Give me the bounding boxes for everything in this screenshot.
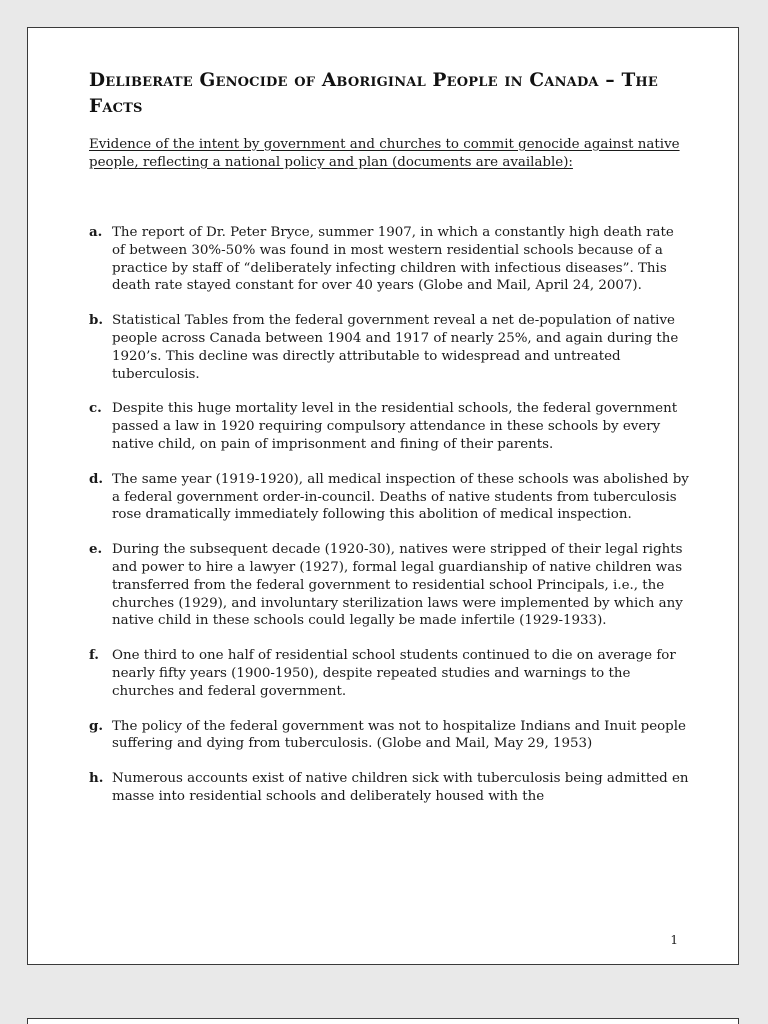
- list-item-marker: b.: [89, 312, 104, 329]
- list-item: [89, 224, 689, 295]
- list-item-marker: a.: [89, 224, 103, 240]
- list-item-text: During the subsequent decade (1920-30), natives were stripped of their legal rights and power to hire a lawyer (1927), formal legal guardianship of native children was transferred from the federal government to residential school Principals, i.e., the churches (1929), and involuntary sterilization laws were implemented by which any native child in these schools could legally be made infertile (1929-1933).: [112, 542, 683, 629]
- page-number: 1: [670, 933, 678, 947]
- list-item-text: Despite this huge mortality level in the residential schools, the federal government passed a law in 1920 requiring compulsory attendance in these schools by every native child, on pain of imprisonment and fining of their parents.: [112, 401, 678, 452]
- list-item-text: Statistical Tables from the federal government reveal a net de-population of native people across Canada between 1904 and 1917 of nearly 25%, and again during the 1920’s. This decline was directly attributable to widespread and untreated tuberculosis.: [112, 313, 679, 382]
- list-item-text: The report of Dr. Peter Bryce, summer 1907, in which a constantly high death rate of between 30%-50% was found in most western residential schools because of a practice by staff of “deliberately infecting children with infectious diseases”. This death rate stayed constant for over 40 years (Globe and Mail, April 24, 2007).: [112, 225, 674, 294]
- list-item-text: The same year (1919-1920), all medical inspection of these schools was abolished by a federal government order-in-council. Deaths of native students from tuberculosis rose dramatically immediately following this abolition of medical inspection.: [112, 471, 689, 523]
- list-item: [89, 718, 689, 754]
- list-item-marker: g.: [89, 717, 104, 734]
- list-item: [89, 400, 689, 453]
- list-item: [89, 471, 689, 524]
- list-item-text: The policy of the federal government was not to hospitalize Indians and Inuit people suffering and dying from tuberculosis. (Globe and Mail, May 29, 1953): [112, 718, 686, 752]
- list-item-marker: h.: [89, 770, 104, 787]
- list-item: [89, 541, 689, 630]
- list-item: [89, 312, 689, 383]
- list-item-marker: e.: [89, 541, 103, 558]
- list-item-marker: f.: [89, 647, 99, 664]
- next-page-edge: [27, 1018, 739, 1024]
- list-item-text: Numerous accounts exist of native children sick with tuberculosis being admitted en masse into residential schools and deliberately housed with the: [112, 771, 689, 804]
- list-item-marker: c.: [89, 400, 102, 417]
- document-page: [27, 27, 739, 965]
- document-subtitle: Evidence of the intent by government and churches to commit genocide against native people, reflecting a national policy and plan (documents are available):: [89, 137, 680, 170]
- document-title: Deliberate Genocide of Aboriginal People in Canada – The Facts: [89, 70, 659, 117]
- evidence-list: [89, 224, 689, 823]
- list-item-marker: d.: [89, 470, 104, 487]
- list-item-text: One third to one half of residential school students continued to die on average for nearly fifty years (1900-1950), despite repeated studies and warnings to the churches and federal government.: [112, 648, 676, 699]
- list-item: [89, 770, 689, 806]
- list-item: [89, 647, 689, 700]
